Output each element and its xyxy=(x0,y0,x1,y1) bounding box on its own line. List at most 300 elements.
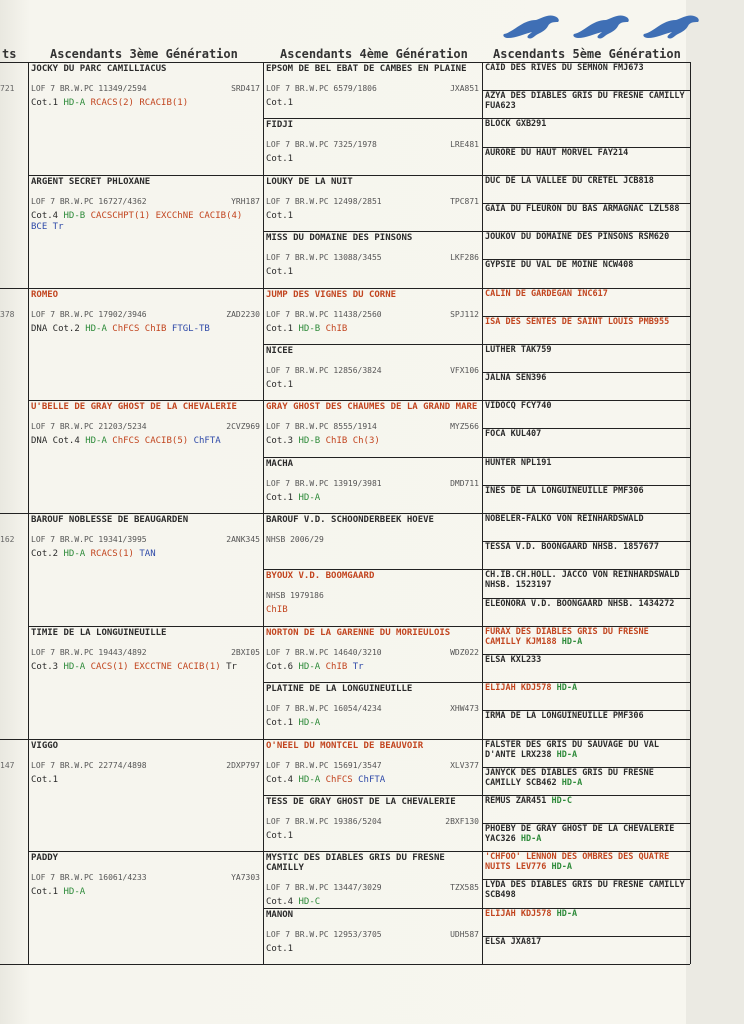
cotation-row xyxy=(266,775,479,786)
title-tag: HD-A xyxy=(58,549,86,559)
tattoo-code: DMD711 xyxy=(450,478,479,488)
name-part: GYPSIE DU VAL DE MOINE NCW408 xyxy=(485,260,634,271)
dog-name xyxy=(485,260,687,270)
dog-cell-gen5 xyxy=(485,599,687,625)
name-part: 'CHFOO' LENNON DES OMBRES DES QUATRE NUITS LEV776 xyxy=(485,852,670,873)
title-tag: HD-B xyxy=(293,323,321,334)
registration-row xyxy=(266,139,479,150)
page-edge xyxy=(686,0,744,1024)
name-part: HD-A xyxy=(546,862,573,873)
edge-number: 721 xyxy=(0,84,15,93)
titles xyxy=(293,493,320,503)
name-part: REMUS ZAR451 xyxy=(485,795,547,806)
title-tag: HD-C xyxy=(293,897,321,907)
dog-cell-gen5 xyxy=(485,373,687,399)
dog-name xyxy=(485,683,687,693)
title-tag: BCE Tr xyxy=(31,221,64,232)
title-tag: Tr xyxy=(347,661,364,672)
registration-number: LOF 7 BR.W.PC 12953/3705 xyxy=(266,929,382,939)
cotation: Cot.1 xyxy=(266,210,294,221)
dog-name: PADDY xyxy=(31,853,59,864)
dog-cell-gen4 xyxy=(266,120,479,173)
registration-row xyxy=(31,647,260,658)
titles xyxy=(31,211,242,232)
dog-name: BAROUF NOBLESSE DE BEAUGARDEN xyxy=(31,515,189,525)
dog-cell-gen5 xyxy=(485,401,687,427)
cotation: Cot.1 xyxy=(266,718,294,729)
registration-row xyxy=(31,760,260,771)
cotation: Cot.4 xyxy=(266,897,294,907)
cotation-row xyxy=(266,380,479,391)
dog-cell-gen4 xyxy=(266,177,479,230)
title-tag: RCACS(2) RCACIB(1) xyxy=(85,98,189,108)
dog-cell-gen5 xyxy=(485,824,687,850)
dog-name: TIMIE DE LA LONGUINEUILLE xyxy=(31,627,167,638)
dog-cell-gen3 xyxy=(31,402,260,512)
registration-row xyxy=(31,534,260,545)
title-tag: HD-A xyxy=(79,436,107,447)
cotation-row xyxy=(31,887,260,898)
name-part: JANYCK DES DIABLES GRIS DU FRESNE CAMILLY SCB462 xyxy=(485,767,654,788)
name-part: VIDOCQ FCY740 xyxy=(485,401,552,412)
cotation-row xyxy=(266,154,479,165)
title-tag: ChFCS ChIB xyxy=(106,323,167,334)
title-tag: ChFCS xyxy=(320,774,353,785)
dog-cell-gen4 xyxy=(266,233,479,286)
dog-name: O'NEEL DU MONTCEL DE BEAUVOIR xyxy=(266,740,424,751)
registration-row xyxy=(266,252,479,263)
registration-number: LOF 7 BR.W.PC 11438/2560 xyxy=(266,309,382,319)
registration-number: LOF 7 BR.W.PC 15691/3547 xyxy=(266,760,382,770)
dog-cell-gen4 xyxy=(266,64,479,117)
dog-name xyxy=(485,542,687,552)
dog-name: VIGGO xyxy=(31,740,59,751)
cotation-row xyxy=(266,944,479,955)
dog-cell-gen4 xyxy=(266,741,479,794)
name-part: FURAX DES DIABLES GRIS DU FRESNE CAMILLY KJM188 xyxy=(485,626,649,647)
registration-number: LOF 7 BR.W.PC 13088/3455 xyxy=(266,253,382,263)
edge-number: 378 xyxy=(0,309,15,319)
dog-cell-gen5 xyxy=(485,458,687,484)
tattoo-code: UDH587 xyxy=(450,929,479,939)
registration-number: LOF 7 BR.W.PC 16061/4233 xyxy=(31,873,147,883)
cotation: Cot.1 xyxy=(266,154,294,165)
dog-name xyxy=(485,711,687,721)
dog-name xyxy=(485,119,687,129)
name-part: LYDA DES DIABLES GRIS DU FRESNE CAMILLY SCB498 xyxy=(485,880,685,901)
dog-cell-gen5 xyxy=(485,63,687,89)
dog-name xyxy=(485,204,687,214)
edge-number: 147 xyxy=(0,760,15,770)
title-tag: HD-A xyxy=(58,661,86,672)
name-part: HD-A xyxy=(515,834,542,845)
cotation: Cot.6 xyxy=(266,661,294,672)
dog-cell-gen5 xyxy=(485,429,687,455)
dog-cell-gen5 xyxy=(485,768,687,794)
title-tag: HD-A xyxy=(58,887,86,898)
title-tag: HD-B xyxy=(293,436,321,447)
title-tag: ChFTA xyxy=(188,436,221,447)
cotation-row xyxy=(266,662,479,673)
cotation: Cot.1 xyxy=(266,379,294,390)
titles xyxy=(80,324,210,334)
registration-number: LOF 7 BR.W.PC 22774/4898 xyxy=(31,760,147,770)
cotation: Cot.2 xyxy=(31,549,59,559)
name-part: ELEONORA V.D. BOONGAARD NHSB. 1434272 xyxy=(485,598,675,609)
dog-name: BAROUF V.D. SCHOONDERBEEK HOEVE xyxy=(266,515,434,525)
greyhound-icon xyxy=(643,15,698,38)
title-tag: TAN xyxy=(133,549,156,559)
dog-name xyxy=(485,289,687,299)
registration-row xyxy=(266,534,479,545)
dog-cell-gen5 xyxy=(485,91,687,117)
titles xyxy=(293,324,347,334)
dog-cell-gen4 xyxy=(266,459,479,512)
cotation-row xyxy=(31,98,260,109)
dog-cell-gen5 xyxy=(485,740,687,766)
title-tag: HD-A xyxy=(79,323,107,334)
titles xyxy=(293,662,363,672)
name-part: GAIA DU FLEURON DU BAS ARMAGNAC LZL588 xyxy=(485,203,680,214)
tattoo-code: ZAD2230 xyxy=(226,309,260,319)
dog-cell-gen4 xyxy=(266,571,479,624)
dog-name: FIDJI xyxy=(266,120,294,131)
dog-cell-gen5 xyxy=(485,796,687,822)
title-tag: ChIB Ch(3) xyxy=(320,436,380,447)
title-tag: RCACS(1) xyxy=(85,549,134,559)
dog-cell-gen5 xyxy=(485,937,687,963)
dog-cell-gen5 xyxy=(485,176,687,202)
greyhound-icon xyxy=(503,15,558,38)
dog-name xyxy=(485,768,687,788)
header-gen5: Ascendants 5ème Génération xyxy=(493,47,681,61)
name-part: INES DE LA LONGUINEUILLE PMF306 xyxy=(485,485,644,496)
name-part: CAID DES RIVES DU SEMNON FMJ673 xyxy=(485,63,644,73)
titles xyxy=(293,718,320,728)
registration-row xyxy=(31,309,260,320)
dog-name xyxy=(485,852,687,872)
tattoo-code: XLV377 xyxy=(450,760,479,770)
tattoo-code: SPJ112 xyxy=(450,309,479,319)
titles xyxy=(293,436,380,446)
tattoo-code: VFX106 xyxy=(450,365,479,375)
registration-number: LOF 7 BR.W.PC 13919/3981 xyxy=(266,478,382,488)
dog-cell-gen3 xyxy=(31,177,260,287)
name-part: HD-A xyxy=(556,777,583,788)
cotation-row xyxy=(266,324,479,335)
dog-name xyxy=(485,429,687,439)
registration-number: LOF 7 BR.W.PC 8555/1914 xyxy=(266,422,377,432)
dog-name xyxy=(485,937,687,947)
name-part: ELIJAH KDJ578 xyxy=(485,683,552,694)
dog-cell-gen3 xyxy=(31,64,260,174)
dog-name xyxy=(485,458,687,468)
tattoo-code: TPC871 xyxy=(450,196,479,206)
registration-row xyxy=(266,309,479,320)
name-part: FOCA KUL407 xyxy=(485,429,542,440)
dog-name: MYSTIC DES DIABLES GRIS DU FRESNE CAMILLY xyxy=(266,853,445,874)
title-tag: ChIB xyxy=(266,605,288,616)
cotation: Cot.1 xyxy=(266,830,294,841)
name-part: HD-A xyxy=(551,749,578,760)
registration-row xyxy=(31,83,260,94)
dog-cell-gen5 xyxy=(485,260,687,286)
cotation-row xyxy=(31,662,260,673)
dog-cell-gen5 xyxy=(485,880,687,906)
cotation-row xyxy=(31,324,260,335)
dog-name xyxy=(485,345,687,355)
dog-cell-gen4 xyxy=(266,402,479,455)
title-tag: HD-A xyxy=(293,661,321,672)
registration-number: NHSB 1979186 xyxy=(266,591,324,601)
name-part: ISA DES SENTES DE SAINT LOUIS PMB955 xyxy=(485,316,670,327)
dog-name xyxy=(485,740,687,760)
dog-name xyxy=(485,373,687,383)
name-part: JOUKOV DU DOMAINE DES PINSONS RSM620 xyxy=(485,232,670,243)
name-part: ELIJAH KDJ578 xyxy=(485,908,552,919)
registration-number: LOF 7 BR.W.PC 19341/3995 xyxy=(31,535,147,544)
title-tag: HD-B xyxy=(58,210,86,221)
name-part: HD-A xyxy=(556,636,583,647)
dog-cell-gen5 xyxy=(485,570,687,596)
cotation: Cot.1 xyxy=(266,267,294,278)
dog-name: NORTON DE LA GARENNE DU MORIEULOIS xyxy=(266,627,451,638)
title-tag: CACSCHPT(1) EXCChNE CACIB(4) xyxy=(85,210,243,221)
registration-number: LOF 7 BR.W.PC 7325/1978 xyxy=(266,140,377,150)
dog-cell-gen5 xyxy=(485,486,687,512)
cotation: Cot.1 xyxy=(266,323,294,334)
dog-name xyxy=(485,148,687,158)
title-tag: ChIB xyxy=(320,661,348,672)
dog-cell-gen4 xyxy=(266,628,479,681)
tattoo-code: WDZ022 xyxy=(450,647,479,657)
registration-number: LOF 7 BR.W.PC 19443/4892 xyxy=(31,647,147,657)
tattoo-code: 2BXI05 xyxy=(231,647,260,657)
registration-number: LOF 7 BR.W.PC 11349/2594 xyxy=(31,84,147,93)
dog-name xyxy=(485,627,687,647)
dog-name: PLATINE DE LA LONGUINEUILLE xyxy=(266,684,413,695)
dog-cell-gen5 xyxy=(485,148,687,174)
registration-number: LOF 7 BR.W.PC 16054/4234 xyxy=(266,704,382,714)
registration-row xyxy=(266,83,479,94)
dog-name: EPSOM DE BEL EBAT DE CAMBES EN PLAINE xyxy=(266,64,467,74)
name-part: TESSA V.D. BOONGAARD NHSB. 1857677 xyxy=(485,542,659,553)
title-tag: FTGL-TB xyxy=(166,323,210,334)
registration-number: LOF 7 BR.W.PC 17902/3946 xyxy=(31,309,147,319)
tattoo-code: LRE481 xyxy=(450,140,479,150)
dog-name xyxy=(485,232,687,242)
name-part: FALSTER DES GRIS DU SAUVAGE DU VAL D'ANTE LRX238 xyxy=(485,739,659,760)
dog-cell-gen5 xyxy=(485,204,687,230)
dog-cell-gen4 xyxy=(266,797,479,850)
name-part: AURORE DU HAUT MORVEL FAY214 xyxy=(485,147,629,158)
dog-name: TESS DE GRAY GHOST DE LA CHEVALERIE xyxy=(266,796,456,807)
cotation-row xyxy=(266,493,479,504)
registration-number: LOF 7 BR.W.PC 13447/3029 xyxy=(266,883,382,893)
cotation-row xyxy=(31,775,260,786)
name-part: CALIN DE GARDEGAN INC617 xyxy=(485,288,608,299)
dog-name xyxy=(485,570,687,590)
name-part: HD-A xyxy=(551,908,578,919)
dog-name: LOUKY DE LA NUIT xyxy=(266,176,353,187)
dog-cell-gen5 xyxy=(485,683,687,709)
dog-name xyxy=(485,880,687,900)
dog-cell-gen5 xyxy=(485,514,687,540)
dog-name: MANON xyxy=(266,909,294,920)
registration-row xyxy=(266,760,479,771)
cotation: Cot.1 xyxy=(31,98,59,108)
dog-name: JOCKY DU PARC CAMILLIACUS xyxy=(31,64,167,74)
cotation-row xyxy=(31,211,260,233)
cotation: Cot.3 xyxy=(31,661,59,672)
registration-row xyxy=(266,590,479,601)
dog-cell-gen3 xyxy=(31,741,260,851)
registration-row xyxy=(266,647,479,658)
title-tag: Tr xyxy=(220,661,237,672)
registration-row xyxy=(266,882,479,893)
dog-cell-gen5 xyxy=(485,852,687,878)
registration-row xyxy=(266,365,479,376)
name-part: JALNA SEN396 xyxy=(485,373,547,384)
dog-name xyxy=(485,909,687,919)
dog-name xyxy=(485,176,687,186)
registration-number: LOF 7 BR.W.PC 12498/2851 xyxy=(266,196,382,206)
title-tag: ChFCS CACIB(5) xyxy=(106,436,189,447)
cotation: DNA Cot.4 xyxy=(31,436,80,447)
name-part: PHOEBY DE GRAY GHOST DE LA CHEVALERIE YAC326 xyxy=(485,824,675,845)
cotation-row xyxy=(266,831,479,842)
cotation: Cot.1 xyxy=(266,492,294,503)
registration-number: LOF 7 BR.W.PC 14640/3210 xyxy=(266,647,382,657)
tattoo-code: MYZ566 xyxy=(450,422,479,432)
tattoo-code: SRD417 xyxy=(231,84,260,93)
cotation-row xyxy=(31,549,260,560)
dog-name: U'BELLE DE GRAY GHOST DE LA CHEVALERIE xyxy=(31,402,237,413)
name-part: NOBELER-FALKO VON REINHARDSWALD xyxy=(485,514,644,524)
registration-row xyxy=(266,929,479,940)
grid-hline xyxy=(0,964,690,965)
cotation-row xyxy=(266,98,479,109)
titles xyxy=(266,605,288,615)
dog-cell-gen3 xyxy=(31,290,260,400)
name-part: HD-A xyxy=(551,683,578,694)
dog-name xyxy=(485,317,687,327)
title-tag: ChFTA xyxy=(352,774,386,785)
registration-number: LOF 7 BR.W.PC 6579/1806 xyxy=(266,84,377,93)
dog-cell-gen5 xyxy=(485,232,687,258)
tattoo-code: XHW473 xyxy=(450,704,479,714)
name-part: DUC DE LA VALLEE DU CRETEL JCB818 xyxy=(485,175,654,186)
greyhound-icon xyxy=(573,15,628,38)
dog-name xyxy=(485,486,687,496)
registration-row xyxy=(266,703,479,714)
title-tag: HD-A xyxy=(293,492,321,503)
titles xyxy=(80,436,221,446)
titles xyxy=(58,887,85,897)
registration-number: LOF 7 BR.W.PC 16727/4362 xyxy=(31,196,147,206)
dog-cell-gen4 xyxy=(266,853,479,906)
tattoo-code: YRH187 xyxy=(231,196,260,206)
title-tag: CACS(1) EXCCTNE CACIB(1) xyxy=(85,661,221,672)
header-gen4: Ascendants 4ème Génération xyxy=(280,47,468,61)
name-part: LUTHER TAK759 xyxy=(485,344,552,355)
name-part: ELSA KXL233 xyxy=(485,654,542,665)
title-tag: ChIB xyxy=(320,323,348,334)
name-part: ELSA JXA817 xyxy=(485,936,542,947)
titles xyxy=(293,775,385,785)
dog-cell-gen4 xyxy=(266,910,479,963)
greyhound-logos xyxy=(502,8,712,44)
registration-row xyxy=(266,196,479,207)
dog-name: BYOUX V.D. BOOMGAARD xyxy=(266,571,375,582)
titles xyxy=(58,662,237,672)
dog-cell-gen3 xyxy=(31,853,260,963)
cotation-row xyxy=(266,267,479,278)
name-part: CH.IB.CH.HOLL. JACCO VON REINHARDSWALD NHSB. 1523197 xyxy=(485,570,680,591)
name-part: IRMA DE LA LONGUINEUILLE PMF306 xyxy=(485,711,644,722)
dog-name: NICEE xyxy=(266,345,294,356)
dog-name xyxy=(485,401,687,411)
cotation: Cot.1 xyxy=(266,943,294,954)
dog-cell-gen5 xyxy=(485,345,687,371)
registration-number: LOF 7 BR.W.PC 19386/5204 xyxy=(266,816,382,826)
registration-number: NHSB 2006/29 xyxy=(266,535,324,544)
name-part: HUNTER NPL191 xyxy=(485,457,552,468)
dog-cell-gen5 xyxy=(485,909,687,935)
titles xyxy=(58,549,156,559)
tattoo-code: 2ANK345 xyxy=(226,535,260,544)
registration-row xyxy=(31,872,260,883)
dog-name xyxy=(485,514,687,524)
dog-cell-gen5 xyxy=(485,289,687,315)
registration-row xyxy=(266,478,479,489)
dog-name xyxy=(485,91,687,111)
dog-cell-gen4 xyxy=(266,684,479,737)
name-part: AZYA DES DIABLES GRIS DU FRESNE CAMILLY FUA623 xyxy=(485,91,685,112)
name-part: HD-C xyxy=(546,795,573,806)
tattoo-code: 2BXF130 xyxy=(445,816,479,826)
cotation-row xyxy=(31,436,260,447)
dog-cell-gen5 xyxy=(485,317,687,343)
dog-name xyxy=(485,599,687,609)
dog-cell-gen5 xyxy=(485,119,687,145)
name-part: BLOCK GXB291 xyxy=(485,119,547,130)
dog-cell-gen5 xyxy=(485,542,687,568)
dog-name xyxy=(485,824,687,844)
dog-name: ARGENT SECRET PHLOXANE xyxy=(31,176,151,187)
registration-row xyxy=(31,196,260,207)
edge-number: 162 xyxy=(0,535,15,544)
titles xyxy=(293,897,320,906)
registration-row xyxy=(266,421,479,432)
registration-number: LOF 7 BR.W.PC 21203/5234 xyxy=(31,422,147,432)
titles xyxy=(58,98,188,108)
dog-cell-gen5 xyxy=(485,655,687,681)
tattoo-code: JXA851 xyxy=(450,84,479,93)
dog-name: GRAY GHOST DES CHAUMES DE LA GRAND MARE xyxy=(266,402,478,413)
registration-row xyxy=(266,816,479,827)
cotation-row xyxy=(266,605,479,616)
tattoo-code: YA7303 xyxy=(231,873,260,883)
title-tag: HD-A xyxy=(293,718,321,729)
dog-cell-gen4 xyxy=(266,515,479,568)
cotation: Cot.1 xyxy=(31,887,59,898)
grid-vline xyxy=(690,62,691,964)
dog-name: ROMEO xyxy=(31,289,59,300)
title-tag: HD-A xyxy=(293,774,321,785)
dog-name xyxy=(485,655,687,665)
cotation: Cot.4 xyxy=(266,774,294,785)
